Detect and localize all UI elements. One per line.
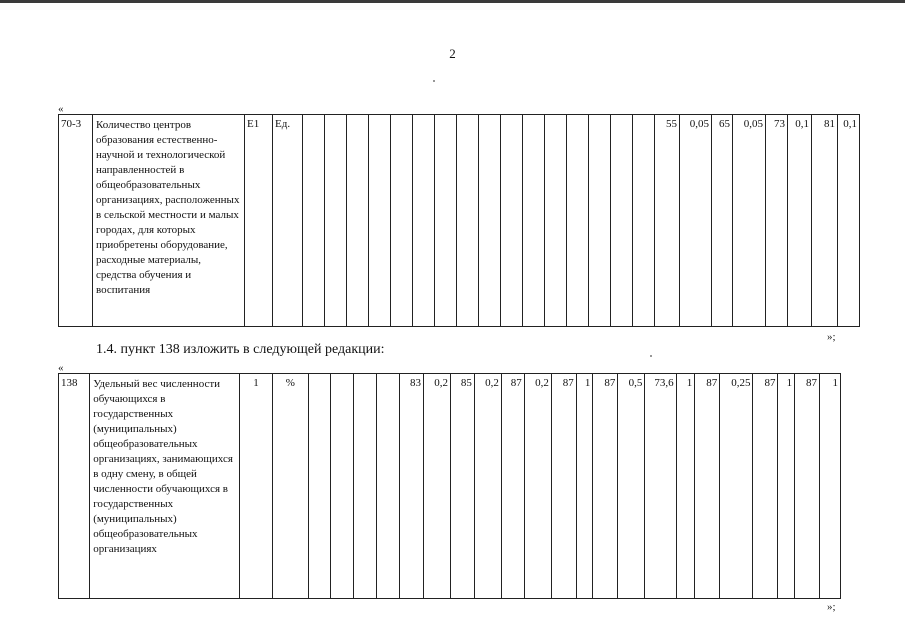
- value-cell: [589, 115, 611, 327]
- value-cell: 0,2: [423, 374, 450, 599]
- value-cell: [611, 115, 633, 327]
- value-cell: [391, 115, 413, 327]
- value-cell: 1: [676, 374, 695, 599]
- row-description: Удельный вес численности обучающихся в государственных (муниципальных) общеобразовательных организациях, занимающихся в одну смену, в общей численности обучающихся в государственных (муниципальных) общеобразовательных организациях: [90, 374, 240, 599]
- value-cell: [308, 374, 331, 599]
- value-cell: [354, 374, 377, 599]
- value-cell: 73: [766, 115, 788, 327]
- row-description: Количество центров образования естественно-научной и технологической направленностей в общеобразовательных организациях, расположенных в сельской местности и малых городах, для которых приобретены оборудование, расходные материалы, средства обучения и воспитания: [93, 115, 245, 327]
- value-cell: [435, 115, 457, 327]
- value-cell: 87: [593, 374, 618, 599]
- row-type: Е1: [245, 115, 273, 327]
- closing-quote: »;: [827, 601, 836, 613]
- value-cell: 1: [820, 374, 841, 599]
- value-cell: [479, 115, 501, 327]
- value-cell: 85: [450, 374, 474, 599]
- value-cell: [331, 374, 354, 599]
- page-number: 2: [449, 46, 456, 61]
- value-cell: 65: [712, 115, 733, 327]
- value-cell: 73,6: [645, 374, 676, 599]
- value-cell: 87: [753, 374, 778, 599]
- value-cell: 0,25: [720, 374, 753, 599]
- opening-quote: «: [58, 103, 64, 115]
- value-cell: [377, 374, 400, 599]
- value-cell: 1: [778, 374, 795, 599]
- value-cell: [545, 115, 567, 327]
- row-unit: %: [273, 374, 308, 599]
- value-cell: 87: [695, 374, 720, 599]
- row-code: 70-3: [59, 115, 93, 327]
- row-code: 138: [59, 374, 90, 599]
- value-cell: 0,5: [618, 374, 645, 599]
- value-cell: [457, 115, 479, 327]
- value-cell: 0,05: [733, 115, 766, 327]
- closing-quote: »;: [827, 331, 836, 343]
- value-cell: [633, 115, 655, 327]
- value-cell: 87: [501, 374, 524, 599]
- row-unit: Ед.: [273, 115, 303, 327]
- value-cell: [523, 115, 545, 327]
- opening-quote: «: [58, 362, 64, 374]
- value-cell: 0,05: [680, 115, 712, 327]
- indicator-table-138: [58, 373, 841, 599]
- value-cell: 1: [576, 374, 593, 599]
- value-cell: [567, 115, 589, 327]
- value-cell: 0,1: [838, 115, 860, 327]
- table-row: [59, 374, 841, 599]
- section-heading: 1.4. пункт 138 изложить в следующей редакции:: [96, 342, 385, 357]
- indicator-table-70-3: [58, 114, 860, 327]
- page-top-edge: [0, 0, 905, 3]
- table-row: [59, 115, 860, 327]
- row-type: 1: [239, 374, 272, 599]
- value-cell: 87: [795, 374, 820, 599]
- value-cell: 0,2: [474, 374, 501, 599]
- value-cell: [303, 115, 325, 327]
- value-cell: 0,1: [788, 115, 812, 327]
- value-cell: 0,2: [524, 374, 551, 599]
- value-cell: 87: [551, 374, 576, 599]
- scan-speck: [650, 355, 652, 357]
- value-cell: 81: [812, 115, 838, 327]
- value-cell: [369, 115, 391, 327]
- scan-speck: [433, 80, 435, 82]
- value-cell: [413, 115, 435, 327]
- value-cell: 83: [400, 374, 424, 599]
- value-cell: [347, 115, 369, 327]
- value-cell: [501, 115, 523, 327]
- value-cell: [325, 115, 347, 327]
- value-cell: 55: [655, 115, 680, 327]
